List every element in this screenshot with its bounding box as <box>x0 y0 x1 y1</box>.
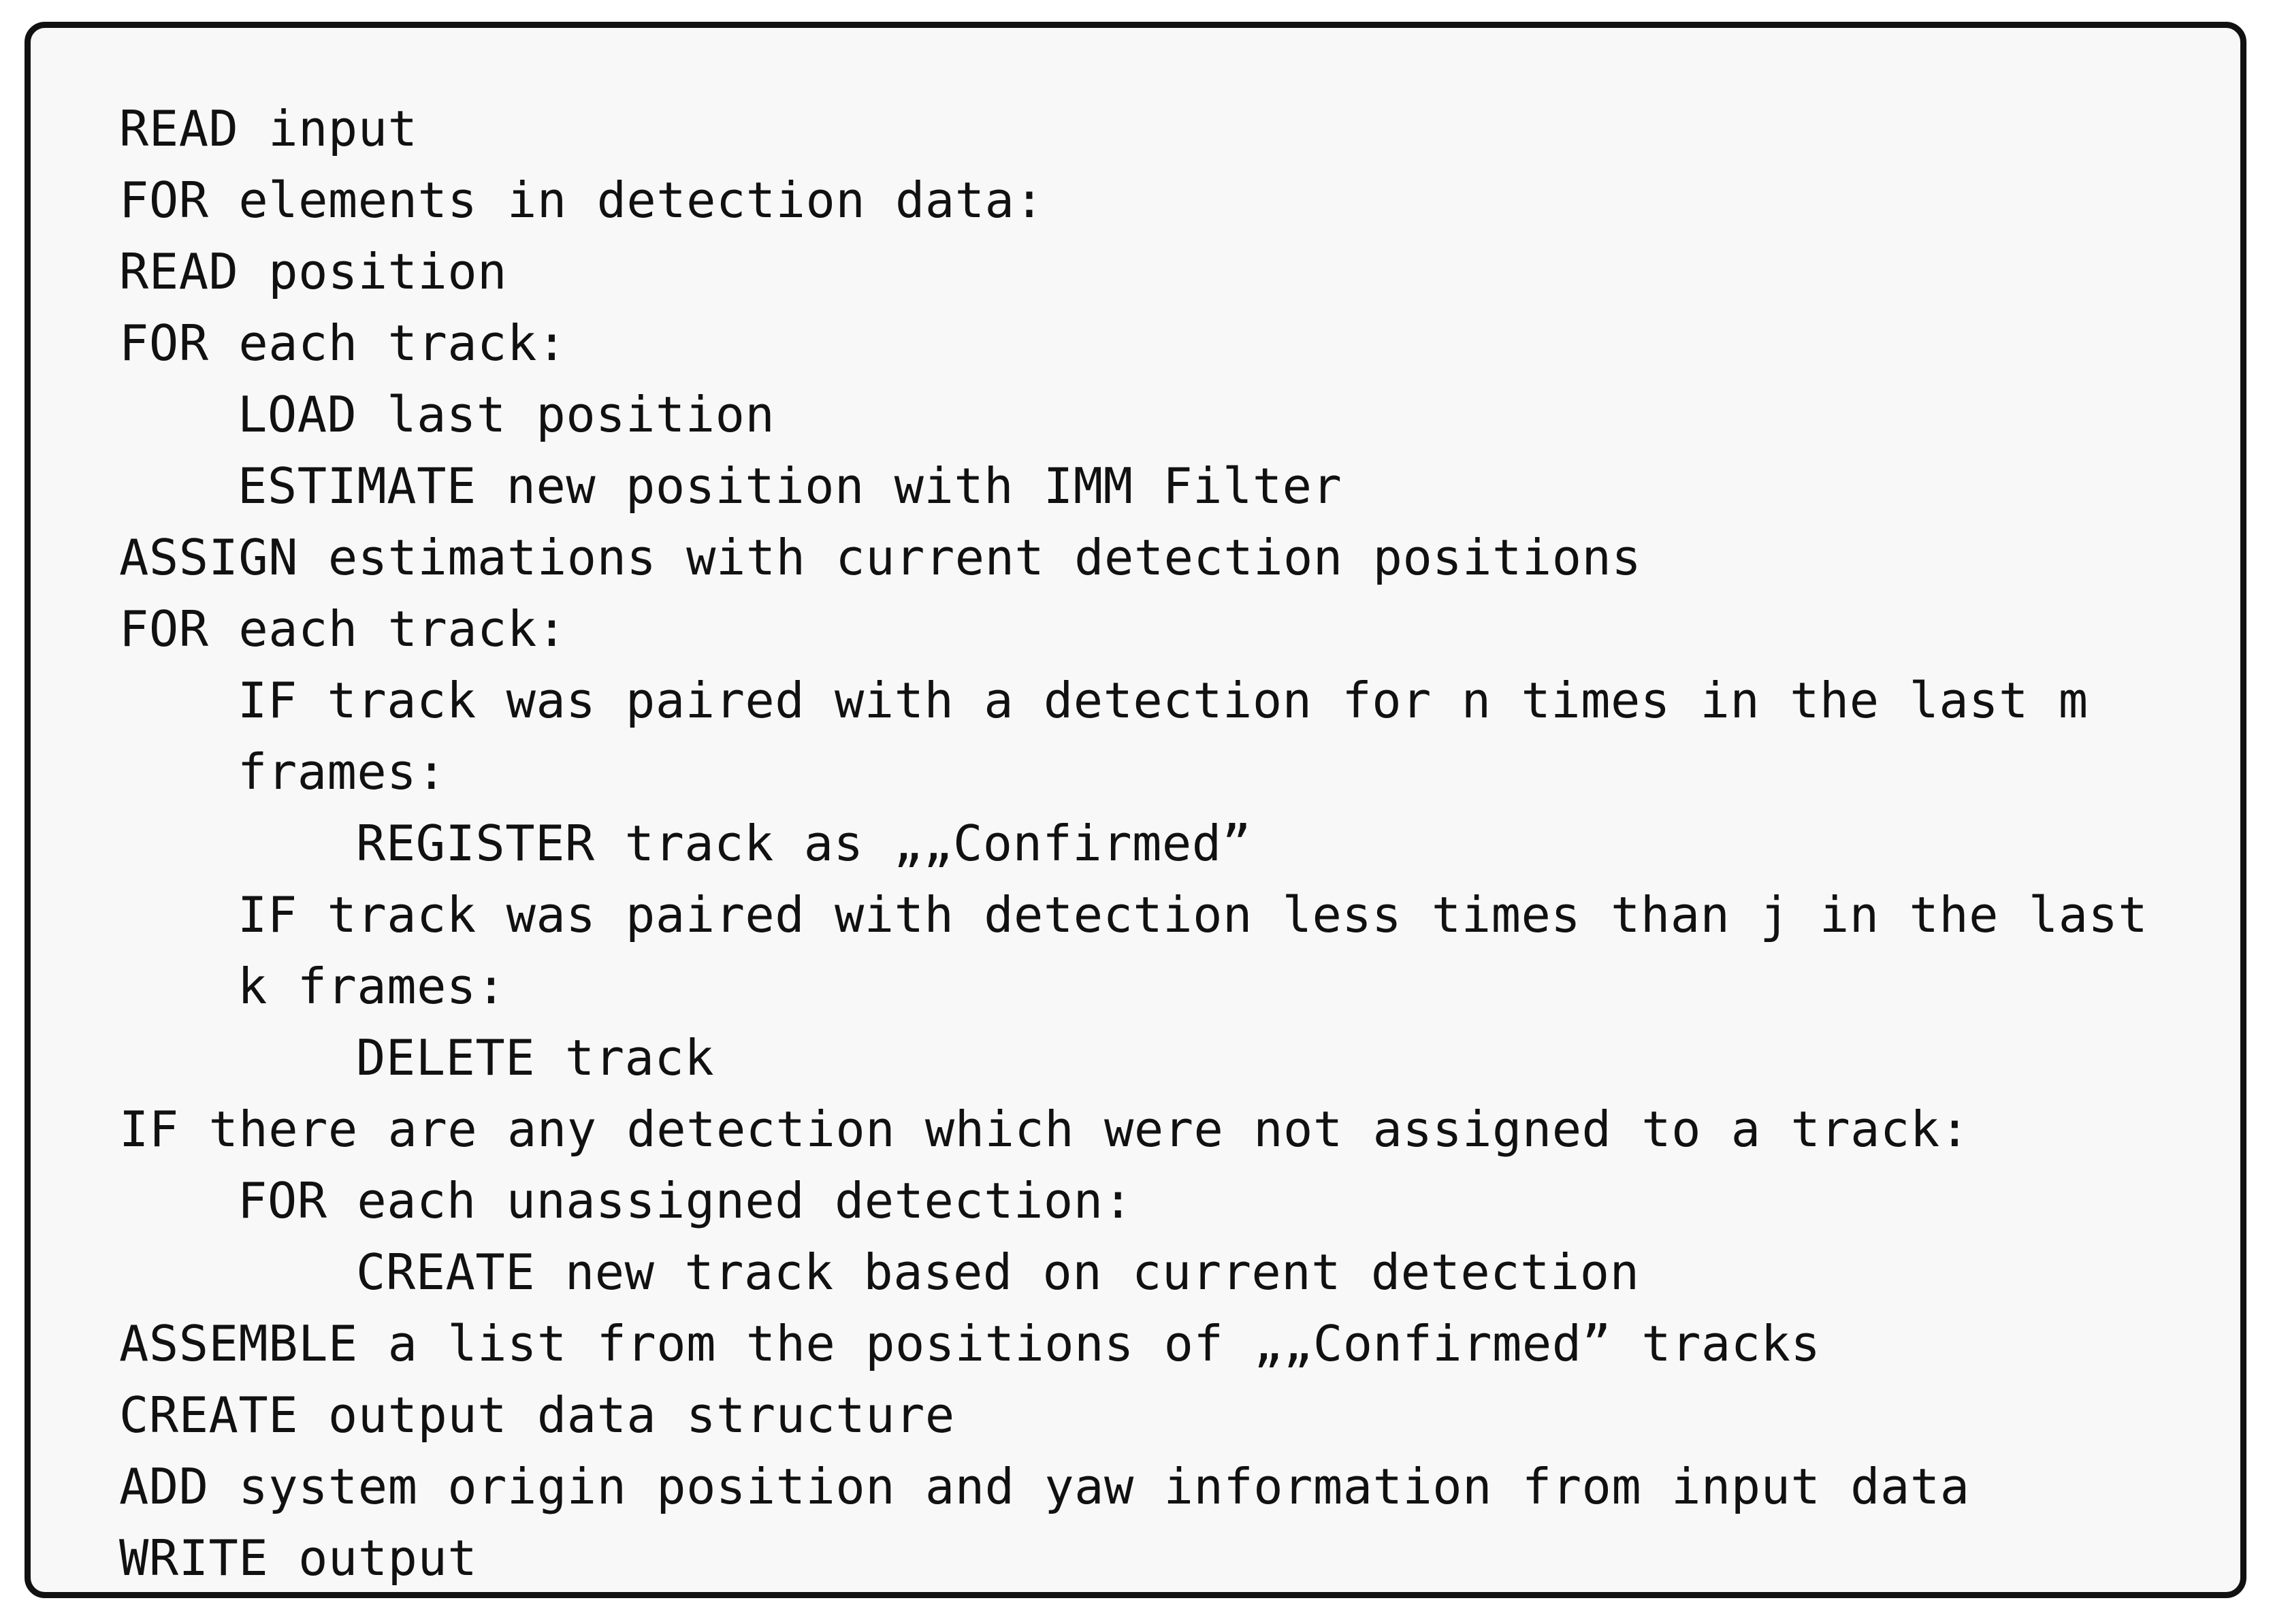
code-line: REGISTER track as „„Confirmed” <box>356 815 1252 872</box>
code-line: LOAD last position <box>238 386 775 443</box>
code-line: READ position <box>119 243 508 300</box>
code-line: DELETE track <box>356 1029 715 1086</box>
code-line: IF there are any detection which were not assigned to a track: <box>119 1101 1970 1158</box>
code-line: READ input <box>119 100 418 157</box>
code-line: IF track was paired with detection less times than j in the last <box>238 886 2148 943</box>
code-line: ESTIMATE new position with IMM Filter <box>238 457 1342 515</box>
code-line: frames: <box>238 743 447 800</box>
code-line: k frames: <box>238 958 506 1015</box>
code-line: ADD system origin position and yaw information from input data <box>119 1458 1970 1515</box>
code-line: FOR each unassigned detection: <box>238 1172 1133 1229</box>
code-line: FOR elements in detection data: <box>119 172 1045 229</box>
pseudocode-listing <box>119 93 2148 1594</box>
code-line: WRITE output <box>119 1529 478 1587</box>
code-line: ASSIGN estimations with current detection positions <box>119 529 1642 586</box>
code-line: FOR each track: <box>119 314 567 372</box>
code-line: CREATE new track based on current detection <box>356 1244 1640 1301</box>
code-line: FOR each track: <box>119 600 567 657</box>
code-line: CREATE output data structure <box>119 1386 955 1444</box>
code-line: IF track was paired with a detection for n times in the last m <box>238 672 2089 729</box>
pseudocode-box <box>25 22 2246 1598</box>
code-line: ASSEMBLE a list from the positions of „„Confirmed” tracks <box>119 1315 1821 1372</box>
